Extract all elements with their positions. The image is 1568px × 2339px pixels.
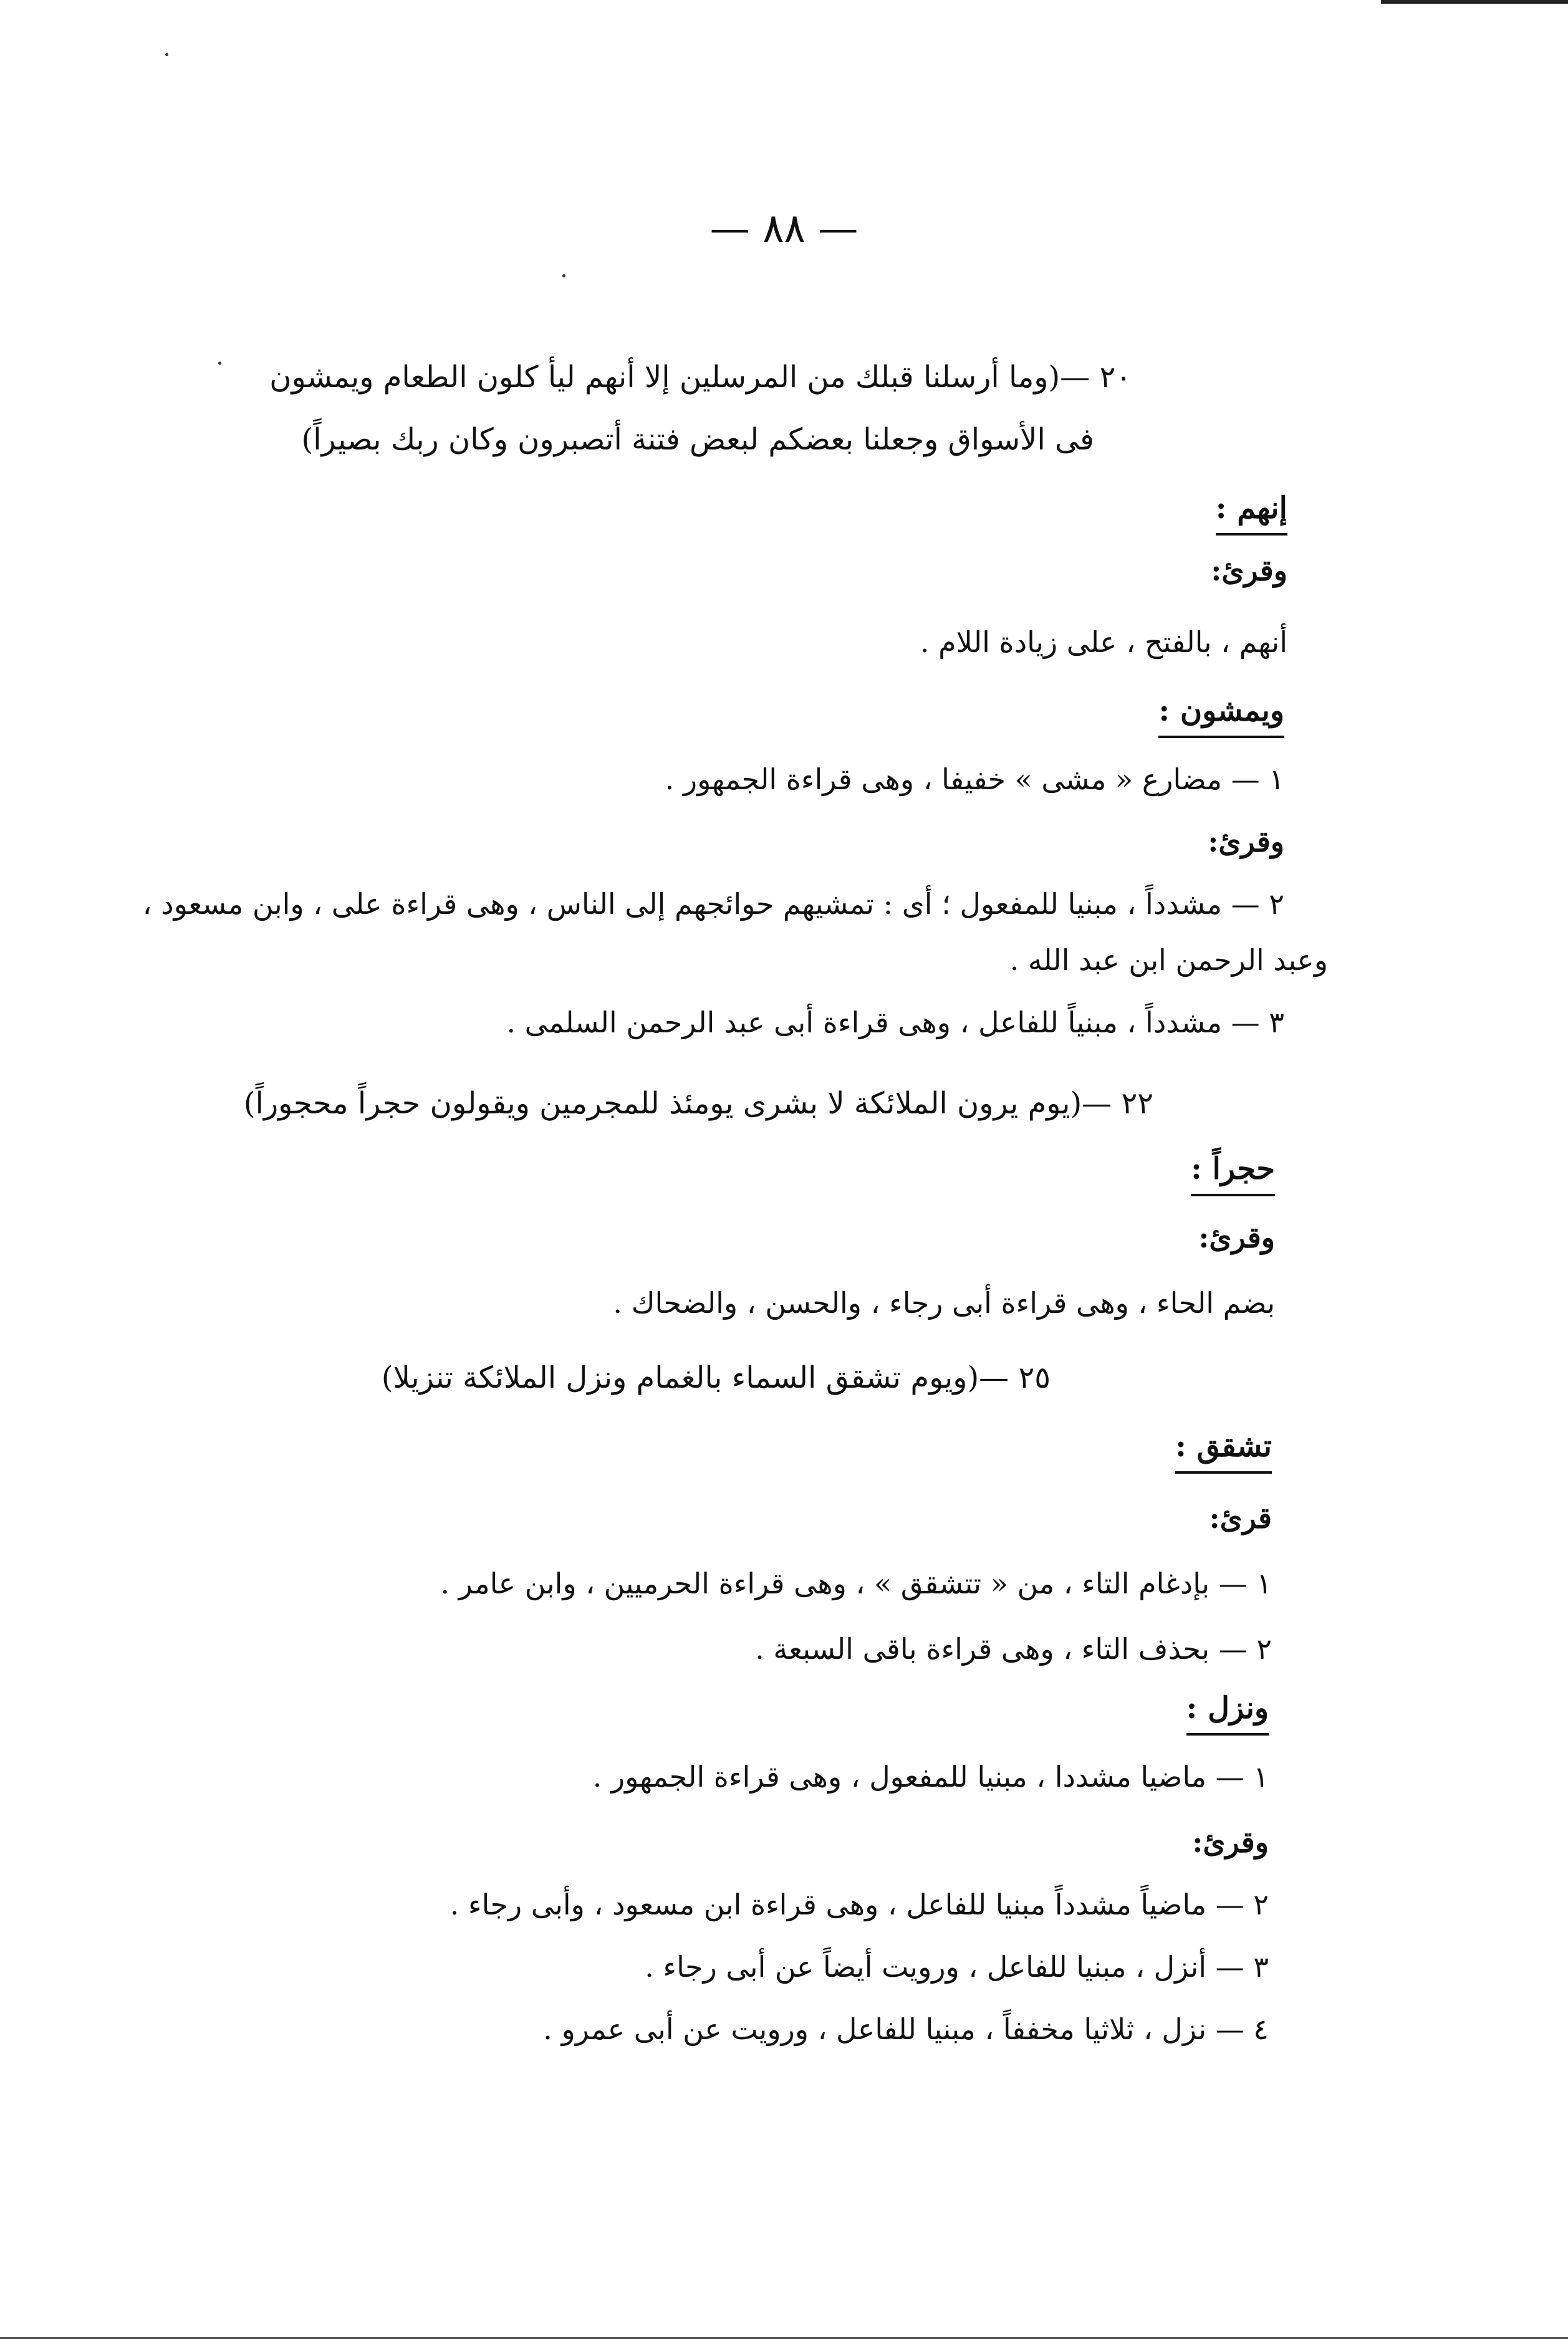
tashaqqaq-reading-1: ١ — بإدغام التاء ، من « تتشقق » ، وهى قراءة الحرميين ، وابن عامر . xyxy=(440,1567,1272,1600)
heading-hijran: حجراً : xyxy=(1191,1150,1275,1196)
yamshun-reading-3: ٣ — مشدداً ، مبنياً للفاعل ، وهى قراءة أبى عبد الرحمن السلمى . xyxy=(506,1006,1284,1039)
heading-nuzzila: ونزل : xyxy=(1186,1689,1269,1736)
nuzzila-reading-1: ١ — ماضيا مشددا ، مبنيا للمفعول ، وهى قراءة الجمهور . xyxy=(592,1760,1269,1794)
scan-speck xyxy=(165,53,168,56)
heading-tashaqqaq: تشقق : xyxy=(1175,1428,1272,1474)
yamshun-reading-2-line-2: وعبد الرحمن ابن عبد الله . xyxy=(1009,943,1328,977)
page-number: — ٨٨ — xyxy=(709,206,859,252)
top-edge-rule xyxy=(1381,0,1568,4)
verse-22: ٢٢ —(يوم يرون الملائكة لا بشرى يومئذ للمجرمين ويقولون حجراً محجوراً) xyxy=(243,1086,1153,1121)
qurie-label: قرئ: xyxy=(1209,1501,1272,1535)
scan-speck xyxy=(562,274,565,277)
heading-yamshun: ويمشون : xyxy=(1158,692,1284,738)
qurie-label: وقرئ: xyxy=(1198,1221,1275,1254)
qurie-label: وقرئ: xyxy=(1192,1825,1269,1859)
scan-speck xyxy=(218,362,221,365)
hijran-reading: بضم الحاء ، وهى قراءة أبى رجاء ، والحسن ، والضحاك . xyxy=(613,1286,1275,1320)
yamshun-reading-1: ١ — مضارع « مشى » خفيفا ، وهى قراءة الجمهور . xyxy=(665,762,1284,796)
nuzzila-reading-3: ٣ — أنزل ، مبنيا للفاعل ، ورويت أيضاً عن أبى رجاء . xyxy=(645,1950,1269,1984)
nuzzila-reading-4: ٤ — نزل ، ثلاثيا مخففاً ، مبنيا للفاعل ، ورويت عن أبى عمرو . xyxy=(543,2012,1269,2046)
verse-20-line-1: ٢٠ —(وما أرسلنا قبلك من المرسلين إلا أنهم ليأ كلون الطعام ويمشون xyxy=(269,360,1132,395)
heading-innahum: إنهم : xyxy=(1216,489,1287,536)
qurie-label: وقرئ: xyxy=(1208,825,1284,858)
innahum-reading: أنهم ، بالفتح ، على زيادة اللام . xyxy=(920,625,1287,659)
nuzzila-reading-2: ٢ — ماضياً مشدداً مبنيا للفاعل ، وهى قراءة ابن مسعود ، وأبى رجاء . xyxy=(450,1888,1269,1921)
verse-20-line-2: فى الأسواق وجعلنا بعضكم لبعض فتنة أتصبرون وكان ربك بصيراً) xyxy=(301,422,1094,457)
yamshun-reading-2-line-1: ٢ — مشدداً ، مبنيا للمفعول ؛ أى : تمشيهم حوائجهم إلى الناس ، وهى قراءة على ، وابن مسعود ، xyxy=(142,887,1284,921)
tashaqqaq-reading-2: ٢ — بحذف التاء ، وهى قراءة باقى السبعة . xyxy=(755,1632,1272,1666)
verse-25: ٢٥ —(ويوم تشقق السماء بالغمام ونزل الملائكة تنزيلا) xyxy=(381,1360,1051,1395)
qurie-label: وقرئ: xyxy=(1211,554,1287,587)
